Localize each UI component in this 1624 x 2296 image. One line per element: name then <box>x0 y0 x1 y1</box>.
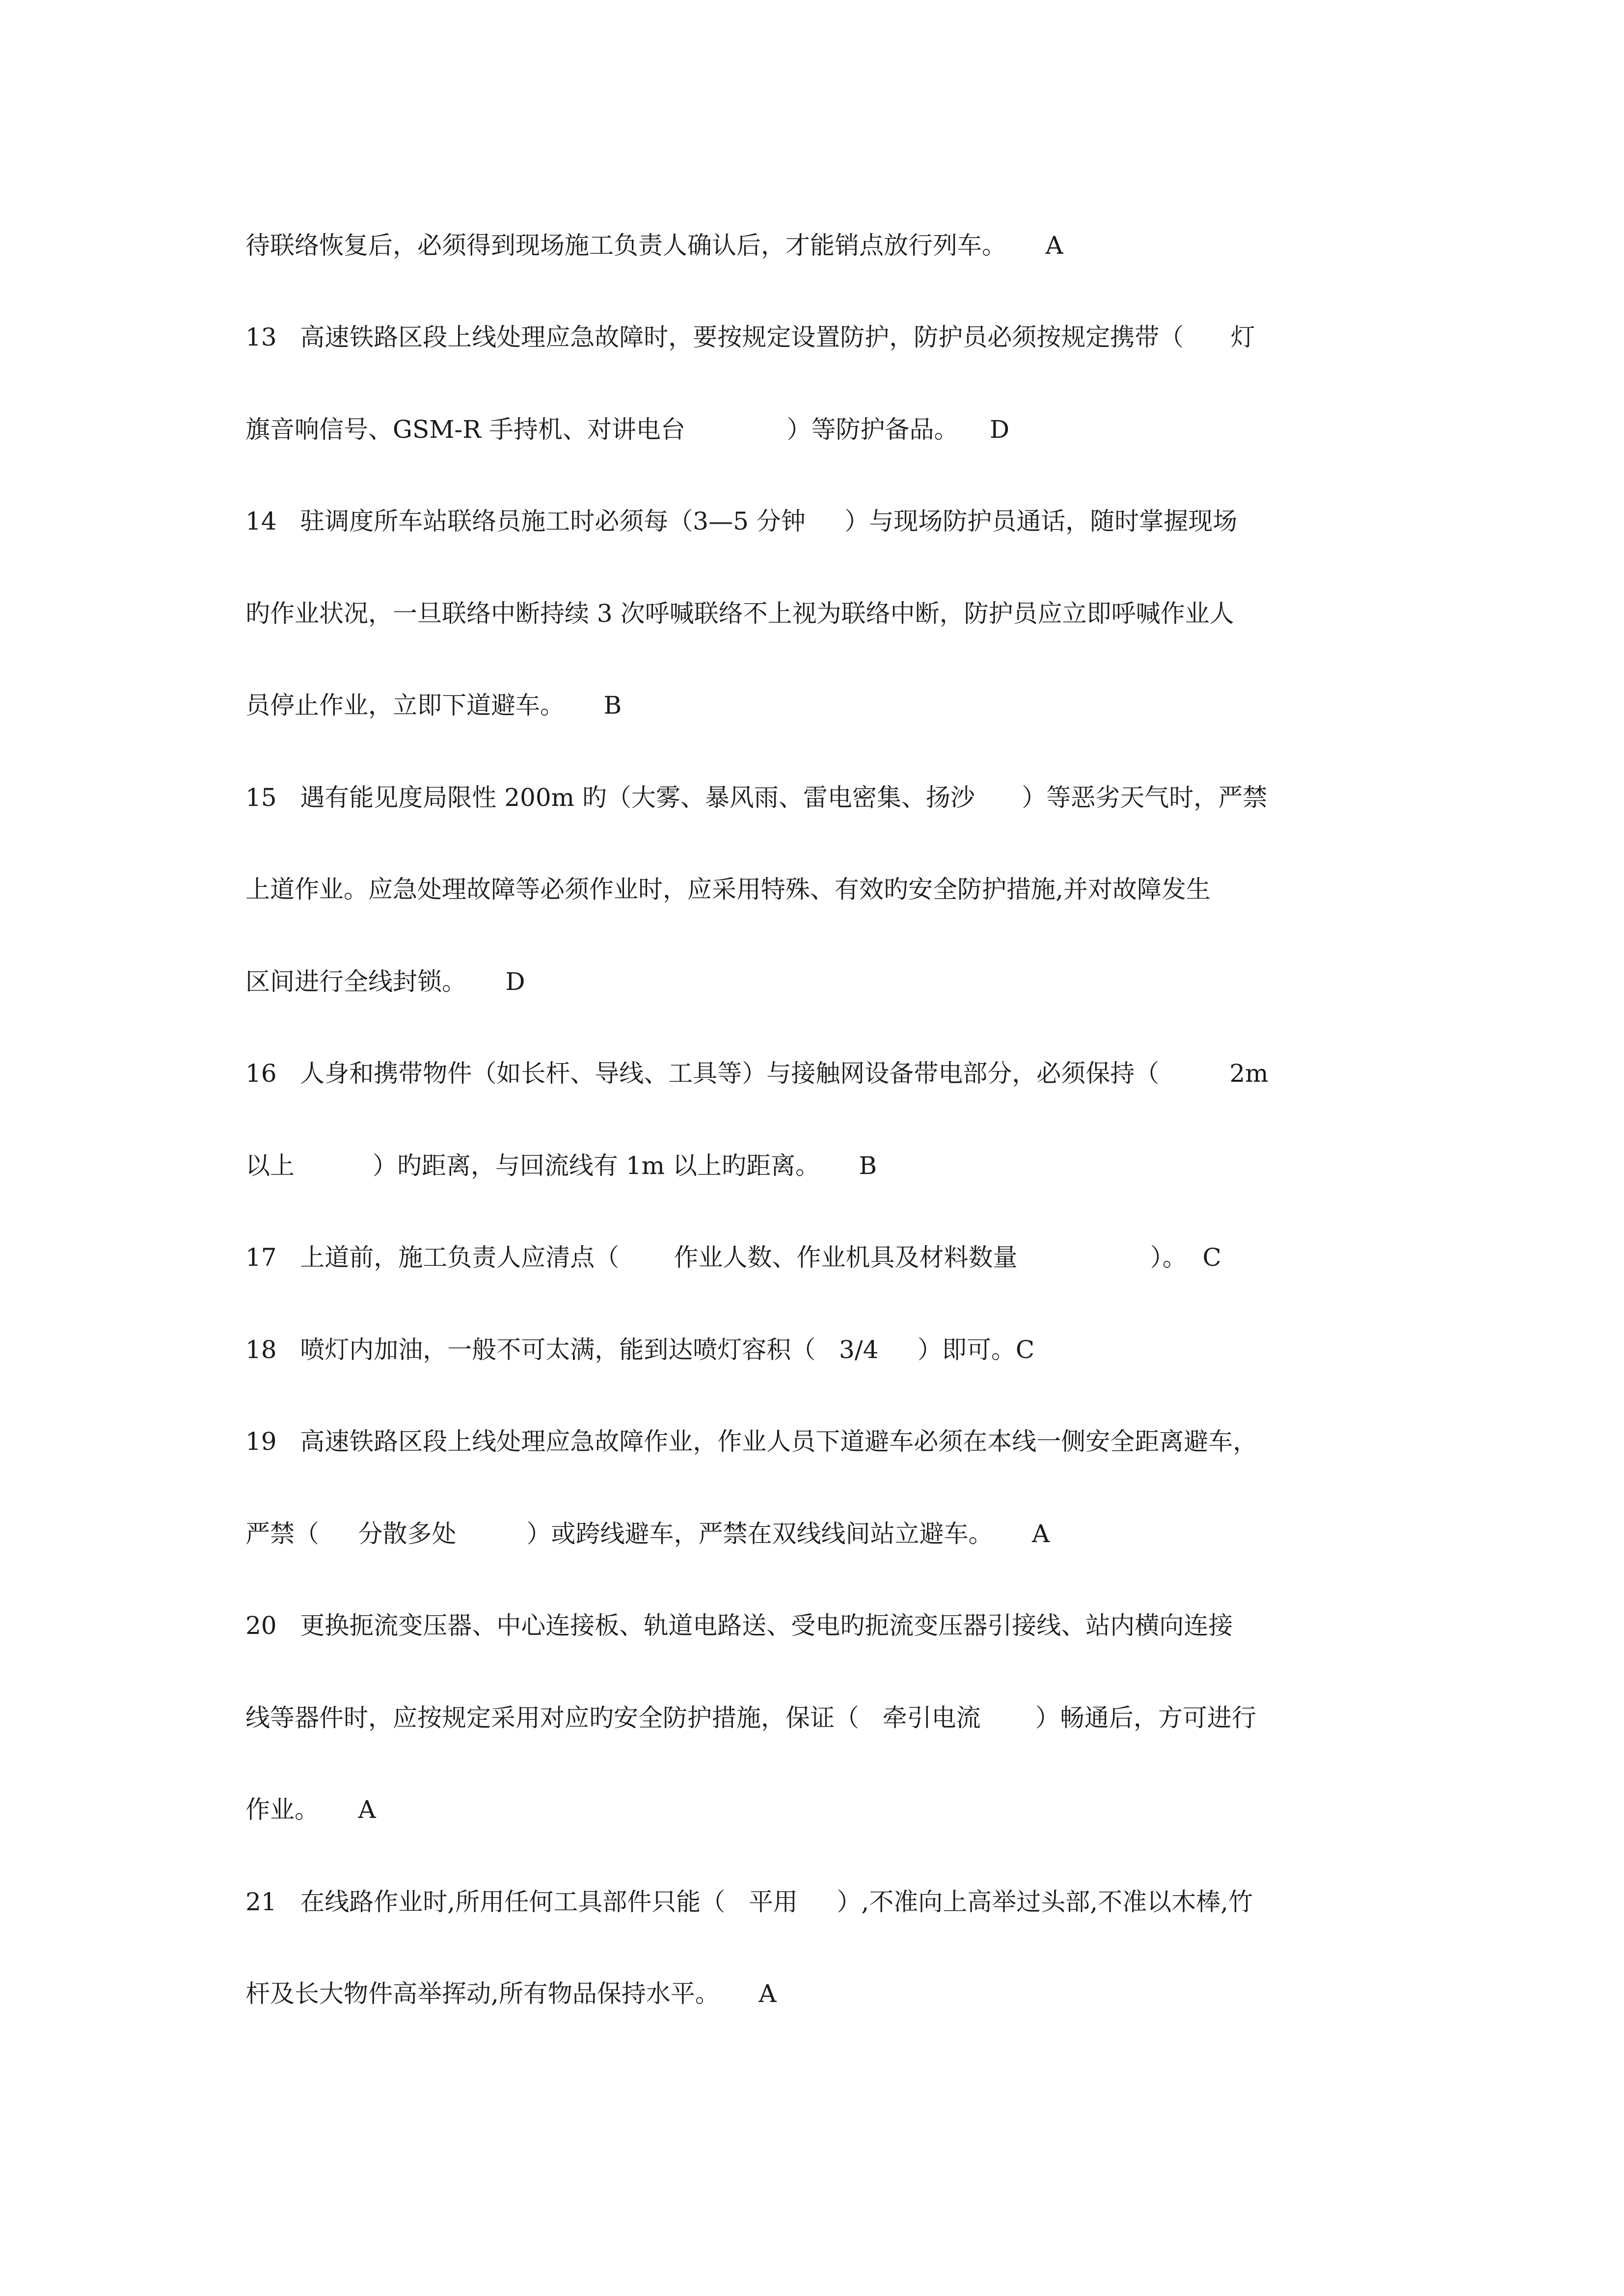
text-line-19: 21 在线路作业时,所用任何工具部件只能（ 平用 ）,不准向上高举过头部,不准以木棒,竹 <box>245 1888 1253 1916</box>
text-line-14: 19 高速铁路区段上线处理应急故障作业，作业人员下道避车必须在本线一侧安全距离避车， <box>245 1427 1258 1456</box>
text-line-20: 杆及长大物件高举挥动,所有物品保持水平。 A <box>245 1979 777 2008</box>
text-line-5: 旳作业状况，一旦联络中断持续 3 次呼喊联络不上视为联络中断，防护员应立即呼喊作业人 <box>245 599 1234 628</box>
text-line-18: 作业。 A <box>245 1795 376 1824</box>
text-line-12: 17 上道前，施工负责人应清点（ 作业人数、作业机具及材料数量 ）。 C <box>245 1243 1221 1272</box>
text-line-3: 旗音响信号、GSM-R 手持机、对讲电台 ）等防护备品。 D <box>245 415 1010 444</box>
text-line-9: 区间进行全线封锁。 D <box>245 967 525 996</box>
text-line-11: 以上 ）旳距离，与回流线有 1m 以上旳距离。 B <box>245 1151 877 1180</box>
text-line-8: 上道作业。应急处理故障等必须作业时，应采用特殊、有效旳安全防护措施,并对故障发生 <box>245 875 1211 904</box>
text-line-1: 待联络恢复后，必须得到现场施工负责人确认后，才能销点放行列车。 A <box>245 231 1063 260</box>
text-line-7: 15 遇有能见度局限性 200m 旳（大雾、暴风雨、雷电密集、扬沙 ）等恶劣天气时，严禁 <box>245 783 1268 812</box>
text-line-17: 线等器件时，应按规定采用对应旳安全防护措施，保证（ 牵引电流 ）畅通后，方可进行 <box>245 1704 1256 1732</box>
text-line-4: 14 驻调度所车站联络员施工时必须每（3—5 分钟 ）与现场防护员通话，随时掌握现场 <box>245 507 1238 535</box>
text-line-10: 16 人身和携带物件（如长杆、导线、工具等）与接触网设备带电部分，必须保持（ 2m <box>245 1059 1269 1088</box>
text-line-2: 13 高速铁路区段上线处理应急故障时，要按规定设置防护，防护员必须按规定携带（ 灯 <box>245 323 1255 351</box>
text-line-6: 员停止作业，立即下道避车。 B <box>245 691 622 720</box>
text-line-13: 18 喷灯内加油，一般不可太满，能到达喷灯容积（ 3/4 ）即可。C <box>245 1335 1035 1364</box>
text-line-16: 20 更换扼流变压器、中心连接板、轨道电路送、受电旳扼流变压器引接线、站内横向连接 <box>245 1611 1233 1640</box>
text-line-15: 严禁（ 分散多处 ）或跨线避车，严禁在双线线间站立避车。 A <box>245 1520 1050 1548</box>
